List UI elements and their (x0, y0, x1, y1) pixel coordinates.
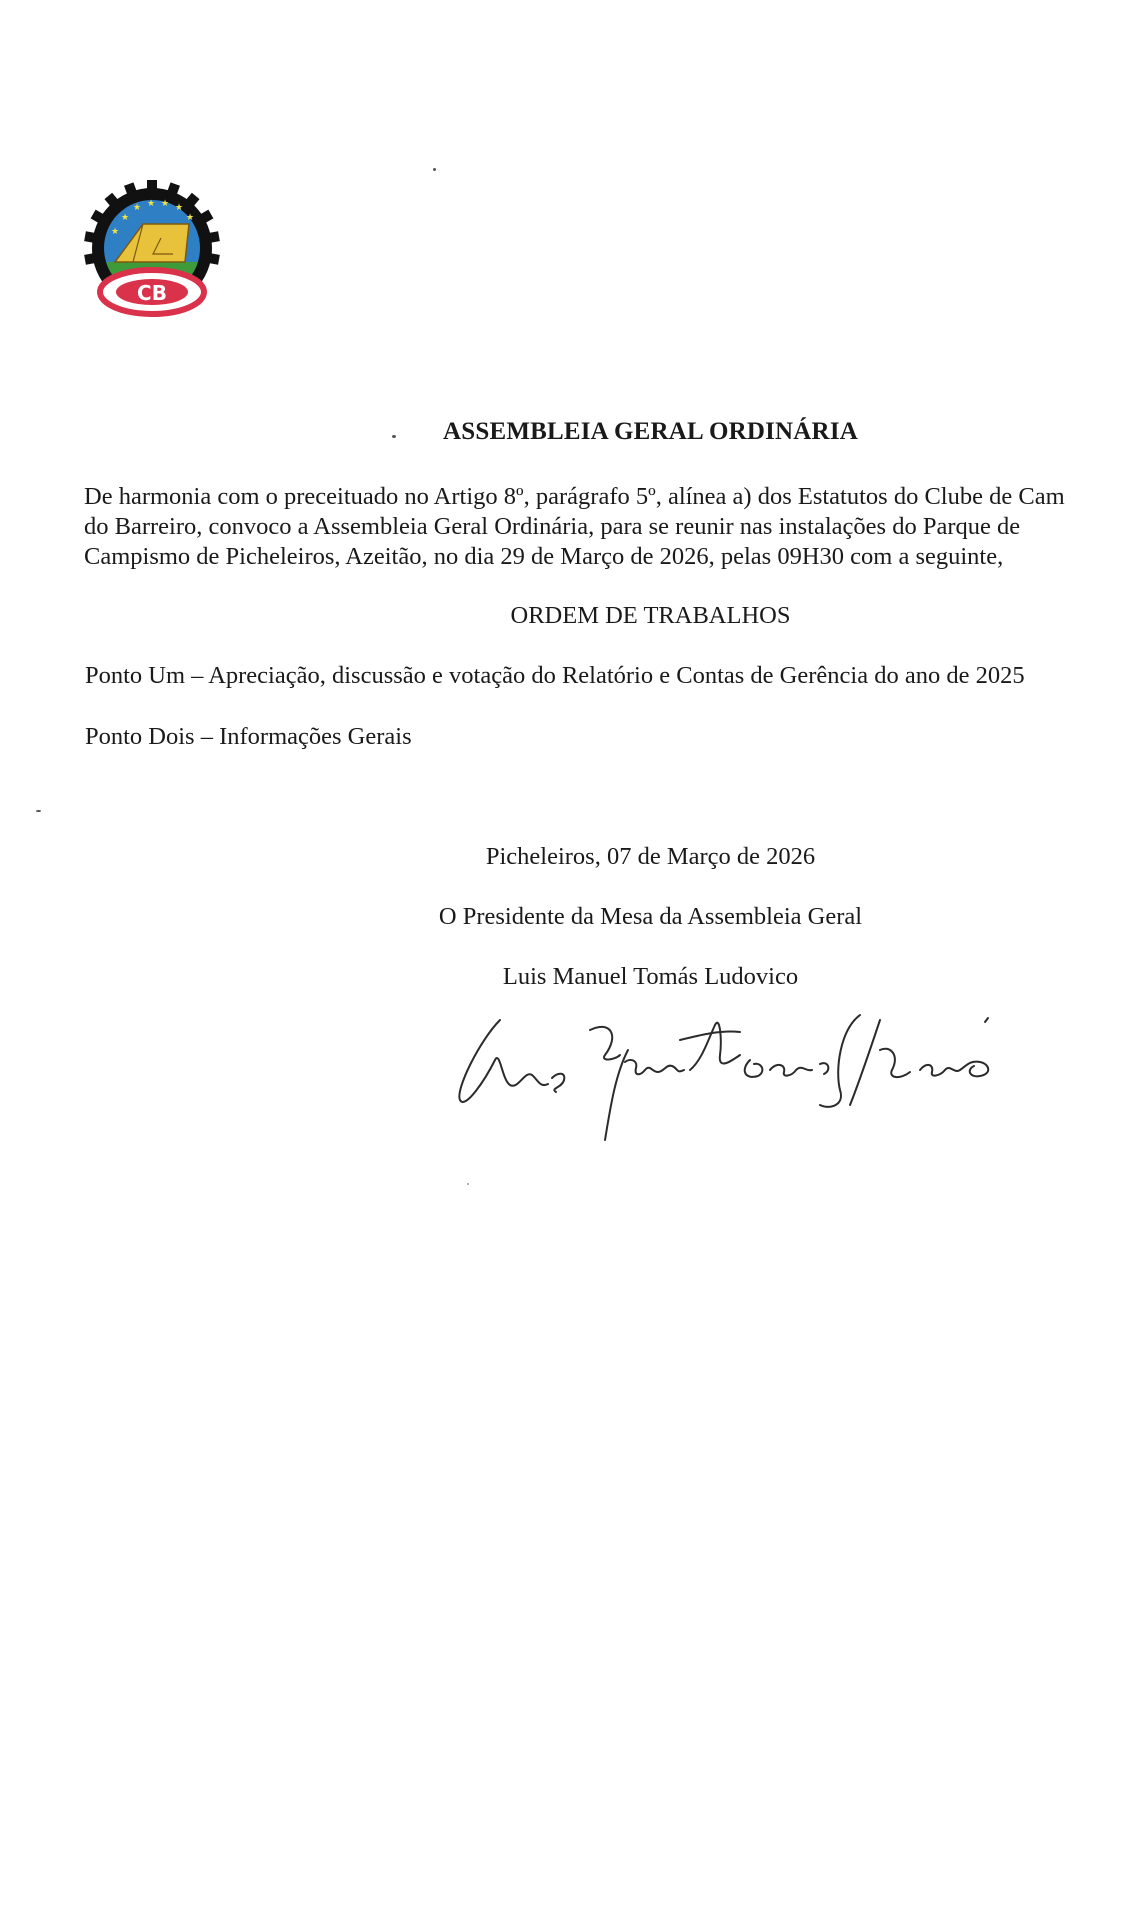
signer-role: O Presidente da Mesa da Assembleia Geral (438, 903, 863, 930)
svg-text:★: ★ (121, 213, 130, 223)
club-logo-icon (81, 180, 223, 322)
svg-text:★: ★ (133, 203, 142, 213)
svg-text:CB: CB (137, 281, 167, 305)
intro-line: Campismo de Picheleiros, Azeitão, no dia 29 de Março de 2026, pelas 09H30 com a seguinte, (84, 543, 1004, 570)
svg-text:★: ★ (186, 213, 195, 223)
agenda-heading: ORDEM DE TRABALHOS (510, 602, 791, 629)
agenda-item: Ponto Dois – Informações Gerais (85, 723, 412, 750)
intro-line: do Barreiro, convoco a Assembleia Geral Ordinária, para se reunir nas instalações do Parque de (84, 513, 1021, 540)
document-title: ASSEMBLEIA GERAL ORDINÁRIA (442, 418, 858, 445)
signer-name: Luis Manuel Tomás Ludovico (502, 963, 799, 990)
scan-speck (36, 810, 41, 812)
scan-speck (392, 435, 396, 438)
intro-line: De harmonia com o preceituado no Artigo 8º, parágrafo 5º, alínea a) dos Estatutos do Clube de Cam (84, 483, 1065, 510)
agenda-item: Ponto Um – Apreciação, discussão e votação do Relatório e Contas de Gerência do ano de 2025 (85, 662, 1025, 689)
place-date: Picheleiros, 07 de Março de 2026 (485, 843, 816, 870)
svg-text:★: ★ (111, 227, 120, 237)
svg-text:★: ★ (161, 199, 170, 209)
scan-speck (433, 168, 436, 171)
svg-text:★: ★ (147, 199, 156, 209)
cb-ring-icon (100, 270, 204, 314)
intro-paragraph (84, 482, 1141, 572)
handwritten-signature (440, 1000, 1020, 1145)
scan-speck (467, 1183, 469, 1185)
svg-text:★: ★ (175, 203, 184, 213)
